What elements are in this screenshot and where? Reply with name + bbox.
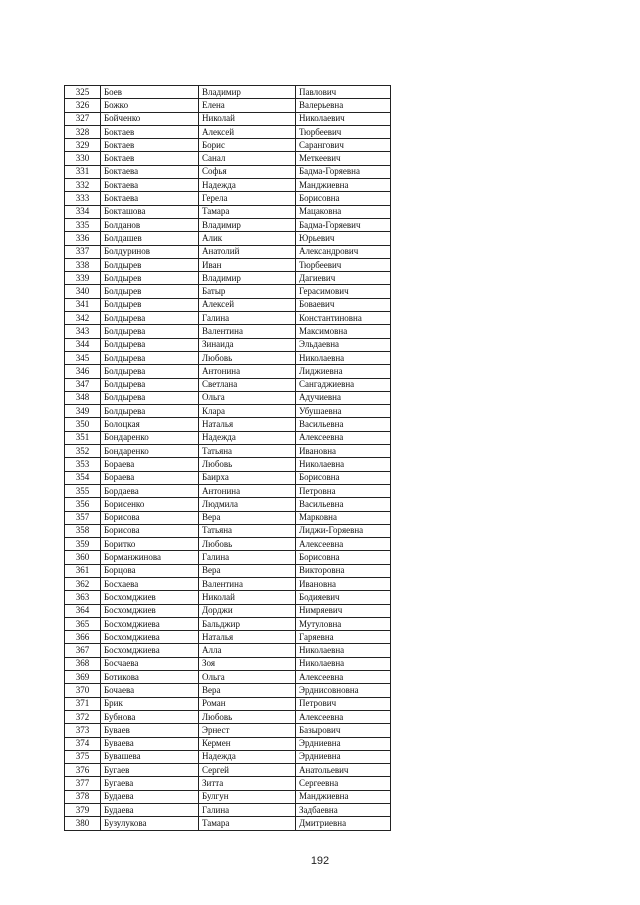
first-name-cell: Алла — [199, 644, 296, 657]
table-row — [65, 86, 391, 99]
first-name-cell: Людмила — [199, 498, 296, 511]
table-row — [65, 564, 391, 577]
patronymic-cell: Бодияевич — [296, 591, 391, 604]
table-row — [65, 737, 391, 750]
last-name-cell: Болдырев — [101, 258, 199, 271]
first-name-cell: Любовь — [199, 710, 296, 723]
table-row — [65, 538, 391, 551]
first-name-cell: Булгун — [199, 790, 296, 803]
table-row — [65, 258, 391, 271]
last-name-cell: Болдырев — [101, 285, 199, 298]
first-name-cell: Эрнест — [199, 724, 296, 737]
first-name-cell: Антонина — [199, 484, 296, 497]
table-row — [65, 524, 391, 537]
patronymic-cell: Павлович — [296, 86, 391, 99]
last-name-cell: Бугаева — [101, 777, 199, 790]
last-name-cell: Будаева — [101, 790, 199, 803]
patronymic-cell: Максимовна — [296, 325, 391, 338]
row-number-cell: 368 — [65, 657, 101, 670]
first-name-cell: Ольга — [199, 391, 296, 404]
row-number-cell: 370 — [65, 684, 101, 697]
first-name-cell: Батыр — [199, 285, 296, 298]
last-name-cell: Бузулукова — [101, 817, 199, 830]
table-row — [65, 245, 391, 258]
row-number-cell: 356 — [65, 498, 101, 511]
last-name-cell: Болдырев — [101, 298, 199, 311]
row-number-cell: 374 — [65, 737, 101, 750]
row-number-cell: 326 — [65, 99, 101, 112]
patronymic-cell: Эрдниевна — [296, 750, 391, 763]
row-number-cell: 349 — [65, 405, 101, 418]
first-name-cell: Наталья — [199, 631, 296, 644]
table-row — [65, 817, 391, 830]
first-name-cell: Баирха — [199, 471, 296, 484]
first-name-cell: Владимир — [199, 86, 296, 99]
table-row — [65, 179, 391, 192]
patronymic-cell: Борисовна — [296, 192, 391, 205]
table-row — [65, 684, 391, 697]
patronymic-cell: Тюрбеевич — [296, 258, 391, 271]
row-number-cell: 330 — [65, 152, 101, 165]
first-name-cell: Санал — [199, 152, 296, 165]
last-name-cell: Боев — [101, 86, 199, 99]
table-row — [65, 312, 391, 325]
last-name-cell: Болданов — [101, 218, 199, 231]
first-name-cell: Сергей — [199, 764, 296, 777]
patronymic-cell: Нимряевич — [296, 604, 391, 617]
table-row — [65, 298, 391, 311]
last-name-cell: Боритко — [101, 538, 199, 551]
patronymic-cell: Алексеевна — [296, 431, 391, 444]
table-row — [65, 777, 391, 790]
last-name-cell: Болдырева — [101, 378, 199, 391]
row-number-cell: 360 — [65, 551, 101, 564]
patronymic-cell: Герасимович — [296, 285, 391, 298]
last-name-cell: Болдырева — [101, 338, 199, 351]
last-name-cell: Болдуринов — [101, 245, 199, 258]
table-row — [65, 790, 391, 803]
table-row — [65, 484, 391, 497]
last-name-cell: Бокташова — [101, 205, 199, 218]
table-row — [65, 272, 391, 285]
first-name-cell: Любовь — [199, 458, 296, 471]
first-name-cell: Антонина — [199, 365, 296, 378]
patronymic-cell: Тюрбеевич — [296, 125, 391, 138]
first-name-cell: Вера — [199, 684, 296, 697]
row-number-cell: 341 — [65, 298, 101, 311]
patronymic-cell: Бадма-Горяевна — [296, 165, 391, 178]
table-row — [65, 192, 391, 205]
table-row — [65, 431, 391, 444]
row-number-cell: 375 — [65, 750, 101, 763]
last-name-cell: Борисенко — [101, 498, 199, 511]
last-name-cell: Босхомджиева — [101, 631, 199, 644]
row-number-cell: 348 — [65, 391, 101, 404]
patronymic-cell: Борисовна — [296, 551, 391, 564]
last-name-cell: Болдырева — [101, 325, 199, 338]
patronymic-cell: Анатольевич — [296, 764, 391, 777]
first-name-cell: Елена — [199, 99, 296, 112]
last-name-cell: Болдырева — [101, 312, 199, 325]
patronymic-cell: Ивановна — [296, 445, 391, 458]
row-number-cell: 351 — [65, 431, 101, 444]
row-number-cell: 362 — [65, 577, 101, 590]
first-name-cell: Тамара — [199, 817, 296, 830]
patronymic-cell: Задбаевна — [296, 804, 391, 817]
table-row — [65, 285, 391, 298]
last-name-cell: Бондаренко — [101, 445, 199, 458]
table-row — [65, 418, 391, 431]
first-name-cell: Галина — [199, 551, 296, 564]
row-number-cell: 344 — [65, 338, 101, 351]
table-row — [65, 365, 391, 378]
patronymic-cell: Бадма-Горяевич — [296, 218, 391, 231]
table-row — [65, 804, 391, 817]
table-row — [65, 631, 391, 644]
row-number-cell: 350 — [65, 418, 101, 431]
table-row — [65, 391, 391, 404]
last-name-cell: Бораева — [101, 458, 199, 471]
last-name-cell: Бувашева — [101, 750, 199, 763]
patronymic-cell: Сарангович — [296, 139, 391, 152]
row-number-cell: 378 — [65, 790, 101, 803]
row-number-cell: 328 — [65, 125, 101, 138]
row-number-cell: 364 — [65, 604, 101, 617]
table-row — [65, 511, 391, 524]
row-number-cell: 371 — [65, 697, 101, 710]
table-row — [65, 657, 391, 670]
table-row — [65, 351, 391, 364]
row-number-cell: 365 — [65, 617, 101, 630]
first-name-cell: Татьяна — [199, 445, 296, 458]
patronymic-cell: Николаевна — [296, 458, 391, 471]
first-name-cell: Алексей — [199, 298, 296, 311]
row-number-cell: 325 — [65, 86, 101, 99]
names-table-body — [65, 86, 391, 831]
last-name-cell: Бордаева — [101, 484, 199, 497]
patronymic-cell: Николаевич — [296, 112, 391, 125]
patronymic-cell: Александрович — [296, 245, 391, 258]
row-number-cell: 358 — [65, 524, 101, 537]
last-name-cell: Бойченко — [101, 112, 199, 125]
row-number-cell: 369 — [65, 671, 101, 684]
last-name-cell: Борисова — [101, 524, 199, 537]
first-name-cell: Клара — [199, 405, 296, 418]
row-number-cell: 372 — [65, 710, 101, 723]
table-row — [65, 764, 391, 777]
patronymic-cell: Константиновна — [296, 312, 391, 325]
last-name-cell: Боктаева — [101, 192, 199, 205]
last-name-cell: Босхомджиева — [101, 617, 199, 630]
last-name-cell: Босхомджиев — [101, 591, 199, 604]
last-name-cell: Боктаев — [101, 125, 199, 138]
last-name-cell: Бондаренко — [101, 431, 199, 444]
patronymic-cell: Петрович — [296, 697, 391, 710]
table-row — [65, 577, 391, 590]
first-name-cell: Зинаида — [199, 338, 296, 351]
last-name-cell: Боктаева — [101, 165, 199, 178]
patronymic-cell: Адучиевна — [296, 391, 391, 404]
last-name-cell: Болдырева — [101, 391, 199, 404]
patronymic-cell: Алексеевна — [296, 671, 391, 684]
patronymic-cell: Николаевна — [296, 351, 391, 364]
patronymic-cell: Николаевна — [296, 644, 391, 657]
last-name-cell: Бораева — [101, 471, 199, 484]
first-name-cell: Герела — [199, 192, 296, 205]
patronymic-cell: Манджиевна — [296, 179, 391, 192]
first-name-cell: Бальджир — [199, 617, 296, 630]
last-name-cell: Босхомджиев — [101, 604, 199, 617]
row-number-cell: 343 — [65, 325, 101, 338]
patronymic-cell: Марковна — [296, 511, 391, 524]
first-name-cell: Любовь — [199, 351, 296, 364]
first-name-cell: Татьяна — [199, 524, 296, 537]
row-number-cell: 363 — [65, 591, 101, 604]
first-name-cell: Зоя — [199, 657, 296, 670]
table-row — [65, 551, 391, 564]
table-row — [65, 671, 391, 684]
patronymic-cell: Дагиевич — [296, 272, 391, 285]
patronymic-cell: Гаряевна — [296, 631, 391, 644]
row-number-cell: 338 — [65, 258, 101, 271]
last-name-cell: Ботикова — [101, 671, 199, 684]
last-name-cell: Болдырев — [101, 272, 199, 285]
row-number-cell: 376 — [65, 764, 101, 777]
table-row — [65, 604, 391, 617]
row-number-cell: 333 — [65, 192, 101, 205]
table-row — [65, 471, 391, 484]
last-name-cell: Борманжинова — [101, 551, 199, 564]
row-number-cell: 332 — [65, 179, 101, 192]
row-number-cell: 335 — [65, 218, 101, 231]
row-number-cell: 377 — [65, 777, 101, 790]
last-name-cell: Будаева — [101, 804, 199, 817]
row-number-cell: 345 — [65, 351, 101, 364]
first-name-cell: Иван — [199, 258, 296, 271]
row-number-cell: 355 — [65, 484, 101, 497]
row-number-cell: 380 — [65, 817, 101, 830]
patronymic-cell: Мацаковна — [296, 205, 391, 218]
last-name-cell: Босхомджиева — [101, 644, 199, 657]
last-name-cell: Бубнова — [101, 710, 199, 723]
first-name-cell: Валентина — [199, 325, 296, 338]
patronymic-cell: Викторовна — [296, 564, 391, 577]
table-row — [65, 405, 391, 418]
last-name-cell: Брик — [101, 697, 199, 710]
patronymic-cell: Мутуловна — [296, 617, 391, 630]
table-row — [65, 325, 391, 338]
patronymic-cell: Юрьевич — [296, 232, 391, 245]
first-name-cell: Тамара — [199, 205, 296, 218]
last-name-cell: Боктаев — [101, 139, 199, 152]
patronymic-cell: Эрдниевна — [296, 737, 391, 750]
table-row — [65, 218, 391, 231]
last-name-cell: Бочаева — [101, 684, 199, 697]
patronymic-cell: Петровна — [296, 484, 391, 497]
table-row — [65, 591, 391, 604]
table-row — [65, 378, 391, 391]
row-number-cell: 337 — [65, 245, 101, 258]
last-name-cell: Босчаева — [101, 657, 199, 670]
first-name-cell: Софья — [199, 165, 296, 178]
first-name-cell: Надежда — [199, 179, 296, 192]
last-name-cell: Болдашев — [101, 232, 199, 245]
row-number-cell: 354 — [65, 471, 101, 484]
patronymic-cell: Валерьевна — [296, 99, 391, 112]
row-number-cell: 353 — [65, 458, 101, 471]
first-name-cell: Николай — [199, 591, 296, 604]
last-name-cell: Босхаева — [101, 577, 199, 590]
row-number-cell: 339 — [65, 272, 101, 285]
patronymic-cell: Боваевич — [296, 298, 391, 311]
table-row — [65, 338, 391, 351]
last-name-cell: Буваева — [101, 737, 199, 750]
patronymic-cell: Эльдаевна — [296, 338, 391, 351]
row-number-cell: 334 — [65, 205, 101, 218]
last-name-cell: Борисова — [101, 511, 199, 524]
row-number-cell: 331 — [65, 165, 101, 178]
row-number-cell: 373 — [65, 724, 101, 737]
table-row — [65, 205, 391, 218]
table-row — [65, 139, 391, 152]
table-row — [65, 112, 391, 125]
first-name-cell: Анатолий — [199, 245, 296, 258]
row-number-cell: 366 — [65, 631, 101, 644]
patronymic-cell: Убушаевна — [296, 405, 391, 418]
last-name-cell: Болдырева — [101, 365, 199, 378]
row-number-cell: 347 — [65, 378, 101, 391]
first-name-cell: Надежда — [199, 431, 296, 444]
first-name-cell: Алик — [199, 232, 296, 245]
table-row — [65, 165, 391, 178]
table-row — [65, 498, 391, 511]
last-name-cell: Болдырева — [101, 351, 199, 364]
first-name-cell: Надежда — [199, 750, 296, 763]
last-name-cell: Болоцкая — [101, 418, 199, 431]
patronymic-cell: Базырович — [296, 724, 391, 737]
row-number-cell: 352 — [65, 445, 101, 458]
page-number: 192 — [310, 855, 330, 867]
last-name-cell: Боктаева — [101, 179, 199, 192]
row-number-cell: 367 — [65, 644, 101, 657]
row-number-cell: 346 — [65, 365, 101, 378]
table-row — [65, 232, 391, 245]
last-name-cell: Буваев — [101, 724, 199, 737]
row-number-cell: 340 — [65, 285, 101, 298]
patronymic-cell: Меткеевич — [296, 152, 391, 165]
table-row — [65, 458, 391, 471]
names-table — [64, 85, 391, 831]
first-name-cell: Зитта — [199, 777, 296, 790]
last-name-cell: Болдырева — [101, 405, 199, 418]
last-name-cell: Божко — [101, 99, 199, 112]
patronymic-cell: Борисовна — [296, 471, 391, 484]
row-number-cell: 361 — [65, 564, 101, 577]
patronymic-cell: Лиджи-Горяевна — [296, 524, 391, 537]
row-number-cell: 329 — [65, 139, 101, 152]
table-row — [65, 99, 391, 112]
first-name-cell: Валентина — [199, 577, 296, 590]
last-name-cell: Бугаев — [101, 764, 199, 777]
first-name-cell: Николай — [199, 112, 296, 125]
table-row — [65, 125, 391, 138]
patronymic-cell: Алексеевна — [296, 538, 391, 551]
patronymic-cell: Сангаджиевна — [296, 378, 391, 391]
row-number-cell: 327 — [65, 112, 101, 125]
first-name-cell: Вера — [199, 511, 296, 524]
patronymic-cell: Манджиевна — [296, 790, 391, 803]
last-name-cell: Борцова — [101, 564, 199, 577]
patronymic-cell: Алексеевна — [296, 710, 391, 723]
last-name-cell: Боктаев — [101, 152, 199, 165]
row-number-cell: 359 — [65, 538, 101, 551]
row-number-cell: 336 — [65, 232, 101, 245]
first-name-cell: Ольга — [199, 671, 296, 684]
first-name-cell: Вера — [199, 564, 296, 577]
first-name-cell: Наталья — [199, 418, 296, 431]
patronymic-cell: Васильевна — [296, 498, 391, 511]
patronymic-cell: Дмитриевна — [296, 817, 391, 830]
patronymic-cell: Николаевна — [296, 657, 391, 670]
patronymic-cell: Ивановна — [296, 577, 391, 590]
row-number-cell: 357 — [65, 511, 101, 524]
first-name-cell: Алексей — [199, 125, 296, 138]
first-name-cell: Роман — [199, 697, 296, 710]
first-name-cell: Светлана — [199, 378, 296, 391]
table-row — [65, 152, 391, 165]
table-row — [65, 644, 391, 657]
table-row — [65, 724, 391, 737]
first-name-cell: Кермен — [199, 737, 296, 750]
first-name-cell: Галина — [199, 804, 296, 817]
first-name-cell: Любовь — [199, 538, 296, 551]
row-number-cell: 379 — [65, 804, 101, 817]
first-name-cell: Борис — [199, 139, 296, 152]
patronymic-cell: Лиджиевна — [296, 365, 391, 378]
first-name-cell: Владимир — [199, 218, 296, 231]
first-name-cell: Владимир — [199, 272, 296, 285]
patronymic-cell: Васильевна — [296, 418, 391, 431]
first-name-cell: Галина — [199, 312, 296, 325]
table-row — [65, 617, 391, 630]
first-name-cell: Дорджи — [199, 604, 296, 617]
patronymic-cell: Эрднисовновна — [296, 684, 391, 697]
table-row — [65, 697, 391, 710]
table-row — [65, 750, 391, 763]
row-number-cell: 342 — [65, 312, 101, 325]
table-row — [65, 710, 391, 723]
patronymic-cell: Сергеевна — [296, 777, 391, 790]
table-row — [65, 445, 391, 458]
